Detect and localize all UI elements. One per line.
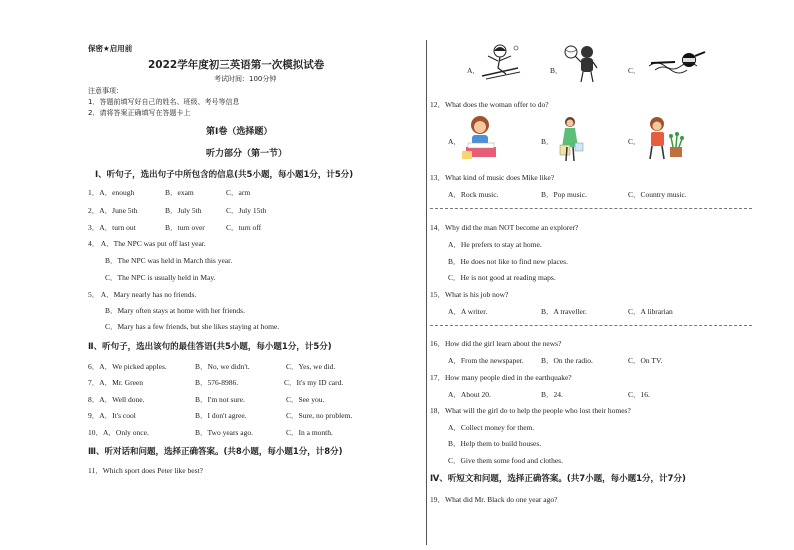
q12-question: 12．What does the woman offer to do? — [430, 100, 549, 109]
section-4-heading: Ⅳ、听短文和问题，选择正确答案。(共7小题，每小题1分，计7分) — [430, 474, 686, 484]
q8-option-c: C．See you. — [286, 395, 325, 404]
q4-option-c: C．The NPC is usually held in May. — [105, 273, 216, 282]
q2-option-c: C．July 15th — [226, 206, 267, 215]
note-2: 2．请将答案正确填写在答题卡上 — [88, 109, 191, 117]
q5-option-a: 5． A．Mary nearly has no friends. — [88, 290, 197, 299]
q16-option-b: B．On the radio. — [541, 356, 593, 365]
q18-option-b: B．Help them to build houses. — [448, 439, 542, 448]
q14-option-b: B．He does not like to find new places. — [448, 257, 568, 266]
note-1: 1．答题前填写好自己的姓名、班级、考号等信息 — [88, 98, 240, 106]
volleyball-picture — [563, 42, 603, 84]
swimming-picture — [645, 48, 707, 78]
shopping-woman-picture — [556, 115, 586, 163]
q7-option-c: C．It's my ID card. — [284, 378, 344, 387]
q17-question: 17．How many people died in the earthquake? — [430, 373, 572, 382]
q10-option-b: B．Two years ago. — [195, 428, 254, 437]
q18-option-c: C．Give them some food and clothes. — [448, 456, 563, 465]
q15-option-b: B．A traveller. — [541, 307, 587, 316]
q17-option-b: B．24. — [541, 390, 563, 399]
section-1-heading: Ⅰ、听句子，选出句子中所包含的信息(共5小题，每小题1分，计5分) — [95, 170, 354, 180]
q12-option-b: B． — [541, 137, 554, 146]
q13-option-c: C．Country music. — [628, 190, 687, 199]
q3-option-b: B．turn over — [165, 223, 205, 232]
q14-option-c: C．He is not good at reading maps. — [448, 273, 556, 282]
volume-1-heading: 第Ⅰ卷（选择题） — [206, 127, 273, 137]
q13-option-b: B．Pop music. — [541, 190, 587, 199]
q4-option-a: 4． A．The NPC was put off last year. — [88, 239, 206, 248]
q16-option-c: C．On TV. — [628, 356, 663, 365]
q11-option-a: A． — [467, 66, 480, 75]
q15-question: 15．What is his job now? — [430, 290, 509, 299]
q7-option-b: B．576-8986. — [195, 378, 239, 387]
q9-option-c: C．Sure, no problem. — [286, 411, 353, 420]
q14-option-a: A．He prefers to stay at home. — [448, 240, 542, 249]
q14-question: 14．Why did the man NOT become an explorer? — [430, 223, 579, 232]
q17-option-c: C．16. — [628, 390, 650, 399]
q3-option-a: 3．A．turn out — [88, 223, 136, 232]
q18-option-a: A．Collect money for them. — [448, 423, 535, 432]
q13-question: 13．What kind of music does Mike like? — [430, 173, 555, 182]
q6-option-b: B．No, we didn't. — [195, 362, 250, 371]
exam-title: 2022学年度初三英语第一次模拟试卷 — [148, 59, 325, 71]
q5-option-c: C．Mary has a few friends, but she likes staying at home. — [105, 322, 280, 331]
listening-heading: 听力部分（第一节） — [206, 149, 288, 159]
q1-option-b: B．exam — [165, 188, 194, 197]
dashed-separator-1 — [430, 208, 752, 209]
q9-option-a: 9．A．It's cool — [88, 411, 136, 420]
q7-option-a: 7．A．Mr. Green — [88, 378, 143, 387]
q1-option-c: C．arm — [226, 188, 251, 197]
q3-option-c: C．turn off — [226, 223, 262, 232]
q16-option-a: A．From the newspaper. — [448, 356, 524, 365]
q1-option-a: 1．A．enough — [88, 188, 135, 197]
dashed-separator-2 — [430, 325, 752, 326]
reading-girl-picture — [460, 113, 502, 161]
q11-option-c: C． — [628, 66, 641, 75]
q15-option-c: C．A librarian — [628, 307, 673, 316]
q2-option-b: B．July 5th — [165, 206, 202, 215]
q12-option-c: C． — [628, 137, 641, 146]
q11-question: 11．Which sport does Peter like best? — [88, 466, 203, 475]
q11-option-b: B． — [550, 66, 563, 75]
q10-option-c: C．In a month. — [286, 428, 333, 437]
q5-option-b: B．Mary often stays at home with her friends. — [105, 306, 245, 315]
q8-option-b: B．I'm not sure. — [195, 395, 245, 404]
q6-option-a: 6．A．We picked apples. — [88, 362, 167, 371]
skiing-picture — [478, 42, 526, 82]
q15-option-a: A．A writer. — [448, 307, 488, 316]
notes-heading: 注意事项： — [88, 87, 123, 95]
section-2-heading: Ⅱ、听句子，选出该句的最佳答语(共5小题，每小题1分，计5分) — [88, 342, 332, 352]
q17-option-a: A．About 20. — [448, 390, 491, 399]
column-divider — [426, 40, 427, 545]
q6-option-c: C．Yes, we did. — [286, 362, 336, 371]
q8-option-a: 8．A．Well done. — [88, 395, 145, 404]
q19-question: 19．What did Mr. Black do one year ago? — [430, 495, 558, 504]
q2-option-a: 2．A．June 5th — [88, 206, 138, 215]
watering-plants-picture — [643, 115, 685, 161]
q4-option-b: B．The NPC was held in March this year. — [105, 256, 233, 265]
q9-option-b: B．I don't agree. — [195, 411, 247, 420]
q10-option-a: 10．A．Only once. — [88, 428, 149, 437]
q12-option-a: A． — [448, 137, 461, 146]
q16-question: 16．How did the girl learn about the news? — [430, 339, 562, 348]
q13-option-a: A．Rock music. — [448, 190, 499, 199]
confidential-mark: 保密★启用前 — [88, 44, 133, 53]
section-3-heading: Ⅲ、听对话和问题，选择正确答案。(共8小题，每小题1分，计8分) — [88, 447, 343, 457]
exam-time: 考试时间：100分钟 — [214, 75, 277, 83]
q18-question: 18．What will the girl do to help the people who lost their homes? — [430, 406, 631, 415]
